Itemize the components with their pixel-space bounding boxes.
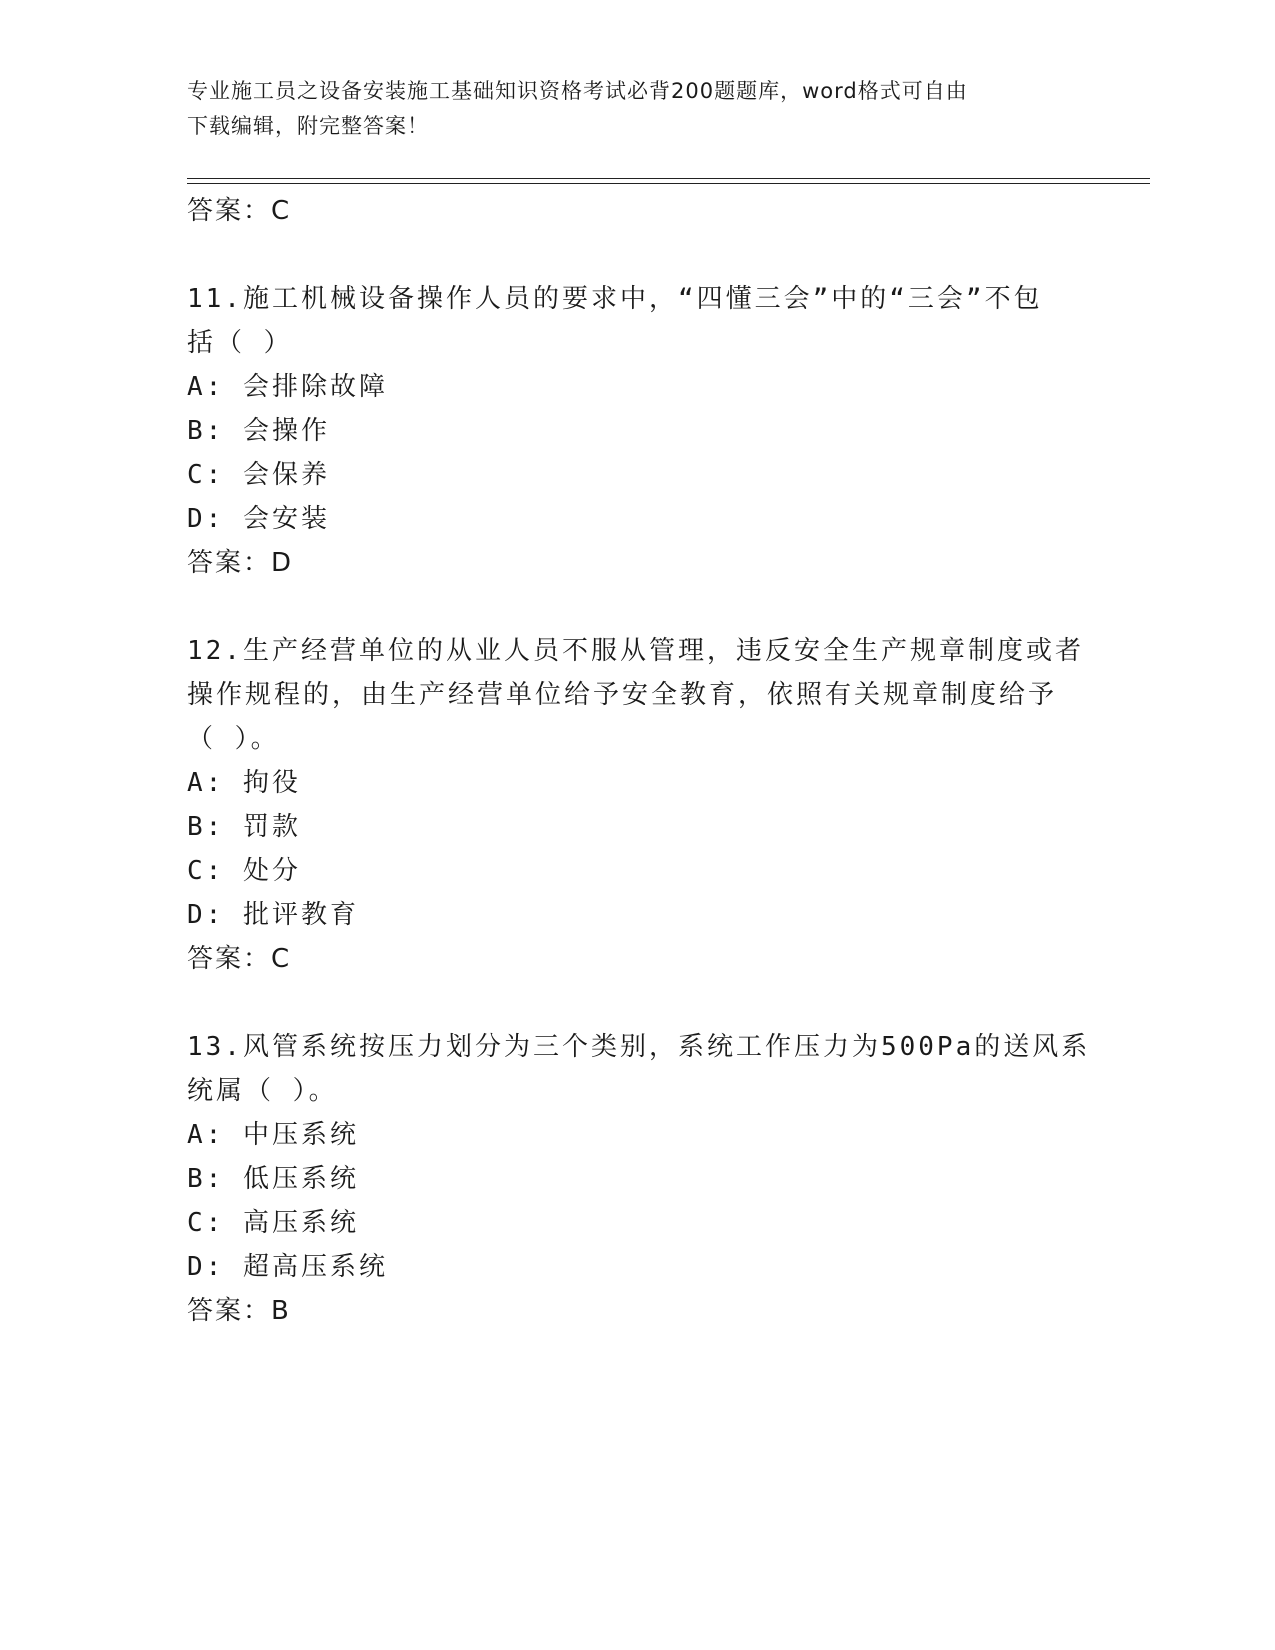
- question-stem-line: 11.施工机械设备操作人员的要求中，“四懂三会”中的“三会”不包: [187, 284, 1043, 314]
- answer-line: 答案：C: [187, 196, 292, 226]
- header-line-2: 下载编辑，附完整答案！: [187, 114, 429, 138]
- option-a: A: 中压系统: [187, 1120, 359, 1150]
- option-c: C: 处分: [187, 856, 301, 886]
- question-stem-line: 操作规程的，由生产经营单位给予安全教育，依照有关规章制度给予: [187, 680, 1058, 710]
- option-b: B: 会操作: [187, 416, 330, 446]
- option-d: D: 会安装: [187, 504, 330, 534]
- option-c: C: 会保养: [187, 460, 330, 490]
- option-d: D: 超高压系统: [187, 1252, 388, 1282]
- document-header: [187, 74, 1087, 144]
- header-rule-top: [187, 178, 1150, 179]
- question-stem-line: 13.风管系统按压力划分为三个类别，系统工作压力为500Pa的送风系: [187, 1032, 1091, 1062]
- header-line-1: 专业施工员之设备安装施工基础知识资格考试必背200题题库，word格式可自由: [187, 79, 968, 103]
- header-rule-bottom: [187, 183, 1150, 184]
- option-d: D: 批评教育: [187, 900, 359, 930]
- question-stem-line: 统属（ ）。: [187, 1076, 338, 1106]
- question-stem-line: 括（ ）: [187, 328, 293, 358]
- option-a: A: 拘役: [187, 768, 301, 798]
- question-stem-line: （ ）。: [187, 724, 280, 754]
- answer-line: 答案：D: [187, 548, 294, 578]
- option-c: C: 高压系统: [187, 1208, 359, 1238]
- answer-line: 答案：B: [187, 1296, 291, 1326]
- option-b: B: 低压系统: [187, 1164, 359, 1194]
- question-stem-line: 12.生产经营单位的从业人员不服从管理，违反安全生产规章制度或者: [187, 636, 1084, 666]
- answer-line: 答案：C: [187, 944, 292, 974]
- option-b: B: 罚款: [187, 812, 301, 842]
- option-a: A: 会排除故障: [187, 372, 388, 402]
